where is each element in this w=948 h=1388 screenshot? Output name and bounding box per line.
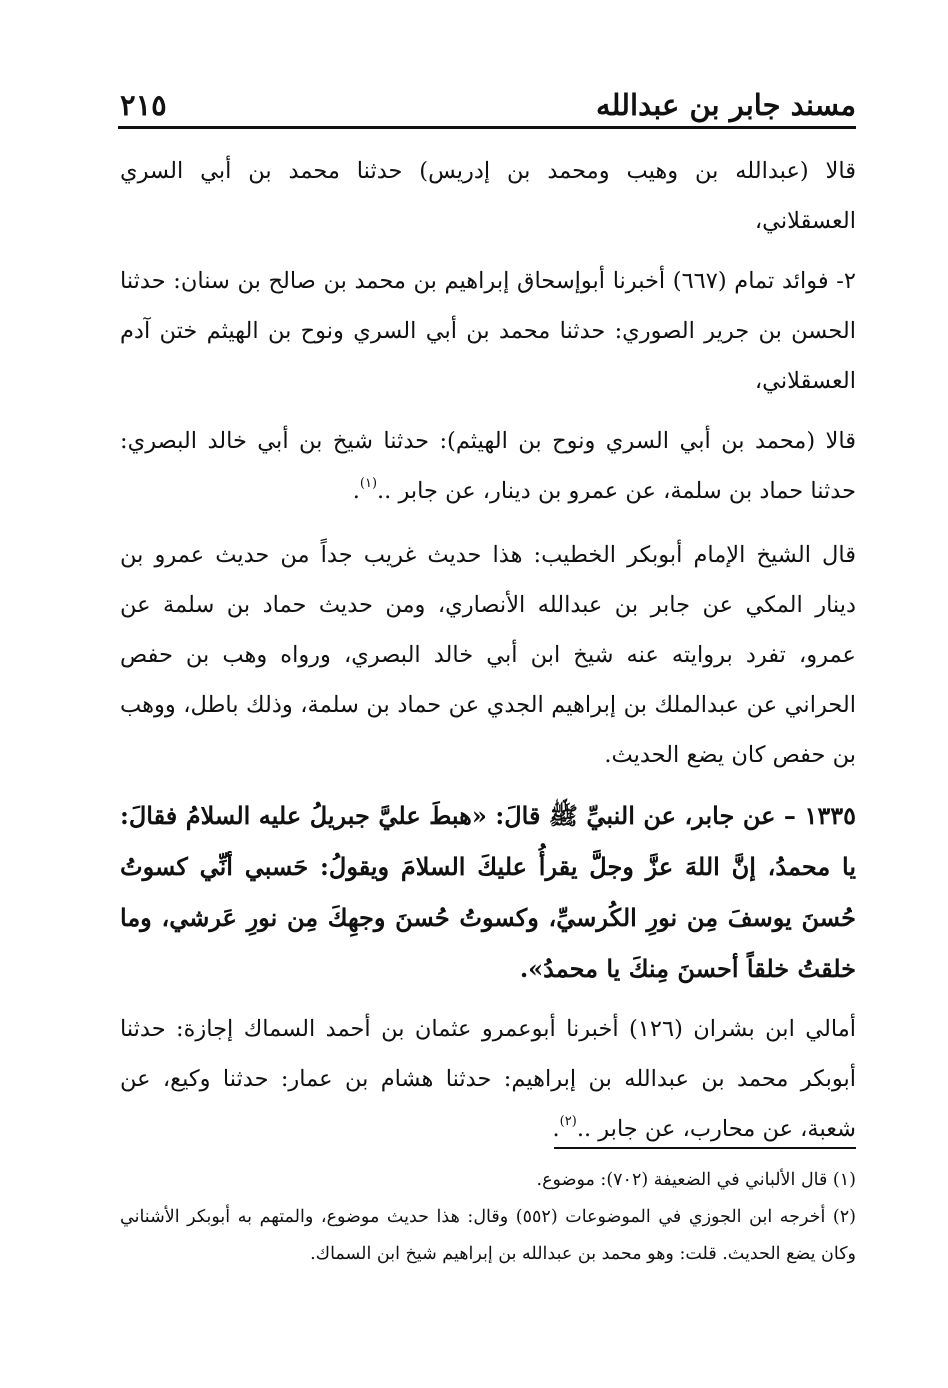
paragraph-chain-with-footnote-1: قالا (محمد بن أبي السري ونوح بن الهيثم): حدثنا شيخ بن أبي خالد البصري: حدثنا حماد بن سلمة، عن عمرو بن دينار، عن جابر ..$^{(١)}$. — [120, 428, 856, 504]
hadith-1335: ١٣٣٥ – عن جابر، عن النبيِّ ﷺ قالَ: «هبطَ عليَّ جبريلُ عليه السلامُ فقالَ: يا محمدُ، إنَّ اللهَ عزَّ وجلَّ يقرأُ عليكَ السلامَ ويقولُ: حَسبي أنِّي كسوتُ حُسنَ يوسفَ مِن نورِ الكُرسيِّ، وكسوتُ حُسنَ وجهِكَ مِن نورِ عَرشي، وما خلقتُ خلقاً أحسنَ مِنكَ يا محمدُ». — [120, 801, 857, 983]
running-header — [120, 88, 856, 128]
paragraph-khatib-comment: قال الشيخ الإمام أبوبكر الخطيب: هذا حديث غريب جداً من حديث عمرو بن دينار المكي عن جابر بن عبدالله الأنصاري، ومن حديث حماد بن سلمة عن عمرو، تفرد بروايته عنه شيخ ابن أبي خالد البصري، ورواه وهب بن حفص الحراني عن عبدالملك بن إبراهيم الجدي عن حماد بن سلمة، وذلك باطل، ووهب بن حفص كان يضع الحديث. — [120, 542, 856, 768]
paragraph-amali-ibn-bishran: أمالي ابن بشران (١٢٦) أخبرنا أبوعمرو عثمان بن أحمد السماك إجازة: حدثنا أبوبكر محمد بن عبدالله بن إبراهيم: حدثنا هشام بن عمار: حدثنا وكيع، عن شعبة، عن محارب، عن جابر ..$^{(٢)}$. — [120, 1016, 856, 1142]
header-title: مسند جابر بن عبدالله — [596, 88, 856, 122]
header-divider — [118, 126, 856, 129]
footnote-divider — [554, 1147, 856, 1149]
paragraph-chain-continuation: قالا (عبدالله بن وهيب ومحمد بن إدريس) حدثنا محمد بن أبي السري العسقلاني، — [120, 158, 856, 234]
paragraph-chain-text: قالا (محمد بن أبي السري ونوح بن الهيثم): حدثنا شيخ بن أبي خالد البصري: حدثنا حماد بن سلمة، عن عمرو بن دينار، عن جابر .. — [120, 428, 856, 504]
footnote-1: (١) قال الألباني في الضعيفة (٧٠٢): موضوع. — [536, 1170, 856, 1190]
footnote-ref-1: (١) — [359, 476, 378, 491]
footnote-2: (٢) أخرجه ابن الجوزي في الموضوعات (٥٥٢) وقال: هذا حديث موضوع، والمتهم به أبوبكر الأشناني وكان يضع الحديث. قلت: وهو محمد بن عبدالله بن إبراهيم شيخ ابن السماك. — [120, 1207, 856, 1264]
footnotes — [120, 1162, 856, 1273]
main-text — [120, 146, 856, 1168]
footnote-ref-2: (٢) — [559, 1114, 577, 1129]
paragraph-fawaid-tammam: ٢- فوائد تمام (٦٦٧) أخبرنا أبوإسحاق إبراهيم بن محمد بن صالح بن سنان: حدثنا الحسن بن جرير الصوري: حدثنا محمد بن أبي السري ونوح بن الهيثم ختن آدم العسقلاني، — [120, 268, 856, 394]
page-number: ٢١٥ — [120, 88, 167, 122]
paragraph-amali-text: أمالي ابن بشران (١٢٦) أخبرنا أبوعمرو عثمان بن أحمد السماك إجازة: حدثنا أبوبكر محمد بن عبدالله بن إبراهيم: حدثنا هشام بن عمار: حدثنا وكيع، عن شعبة، عن محارب، عن جابر .. — [120, 1016, 856, 1142]
